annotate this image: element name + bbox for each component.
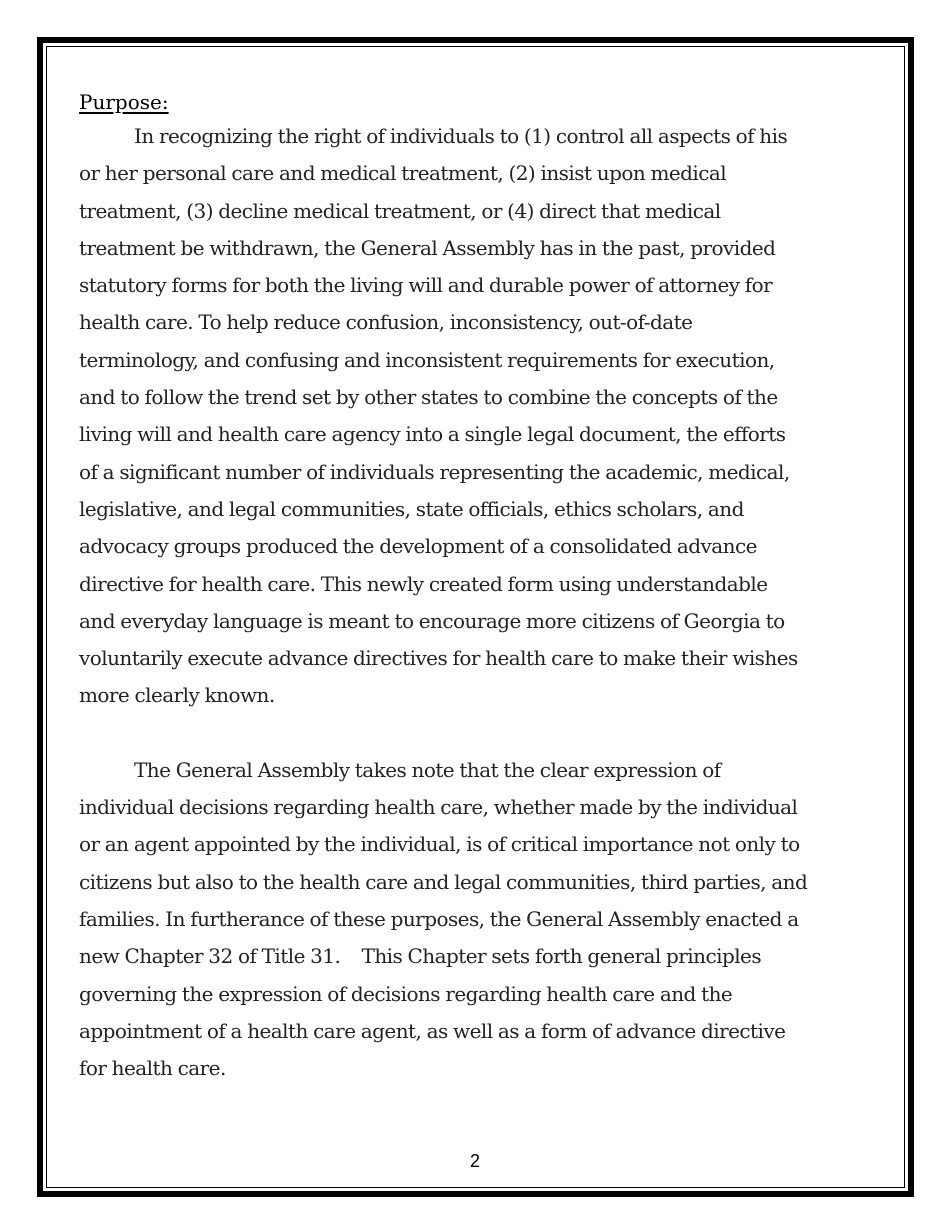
paragraph-line: or her personal care and medical treatment, (2) insist upon medical: [79, 161, 727, 186]
paragraph-line: of a significant number of individuals representing the academic, medical,: [79, 459, 790, 484]
paragraph-line: voluntarily execute advance directives for health care to make their wishes: [79, 646, 798, 671]
paragraph-line: legislative, and legal communities, state officials, ethics scholars, and: [79, 496, 744, 521]
paragraph-line: living will and health care agency into a single legal document, the efforts: [79, 422, 786, 447]
paragraph-line: or an agent appointed by the individual, is of critical importance not only to: [79, 832, 800, 857]
paragraph-line: statutory forms for both the living will and durable power of attorney for: [79, 273, 773, 298]
paragraph-line: treatment, (3) decline medical treatment, or (4) direct that medical: [79, 198, 721, 223]
paragraph-line: governing the expression of decisions regarding health care and the: [79, 981, 733, 1006]
paragraph-line: and to follow the trend set by other states to combine the concepts of the: [79, 385, 778, 410]
paragraph-line: The General Assembly takes note that the clear expression of: [134, 757, 721, 782]
paragraph-line: health care. To help reduce confusion, inconsistency, out-of-date: [79, 310, 693, 335]
paragraph-gap: [79, 715, 879, 752]
paragraph-line: new Chapter 32 of Title 31. This Chapter sets forth general principles: [79, 944, 762, 969]
paragraph-line: advocacy groups produced the development of a consolidated advance: [79, 534, 757, 559]
paragraph-line: families. In furtherance of these purposes, the General Assembly enacted a: [79, 906, 799, 931]
page-number: 2: [469, 1151, 480, 1171]
paragraph-line: terminology, and confusing and inconsistent requirements for execution,: [79, 347, 775, 372]
paragraph-recognizing-rights: [79, 118, 879, 715]
paragraph-line: citizens but also to the health care and legal communities, third parties, and: [79, 869, 808, 894]
section-heading-purpose: Purpose:: [79, 90, 169, 114]
paragraph-line: directive for health care. This newly created form using understandable: [79, 571, 768, 596]
paragraph-line: for health care.: [79, 1056, 226, 1081]
paragraph-line: appointment of a health care agent, as well as a form of advance directive: [79, 1018, 786, 1043]
paragraph-line: and everyday language is meant to encourage more citizens of Georgia to: [79, 608, 785, 633]
paragraph-general-assembly: [79, 752, 879, 1088]
document-body: [79, 86, 879, 1087]
paragraph-line: treatment be withdrawn, the General Assembly has in the past, provided: [79, 235, 776, 260]
paragraph-line: more clearly known.: [79, 683, 275, 708]
paragraph-line: individual decisions regarding health care, whether made by the individual: [79, 795, 798, 820]
paragraph-line: In recognizing the right of individuals to (1) control all aspects of his: [134, 124, 788, 148]
